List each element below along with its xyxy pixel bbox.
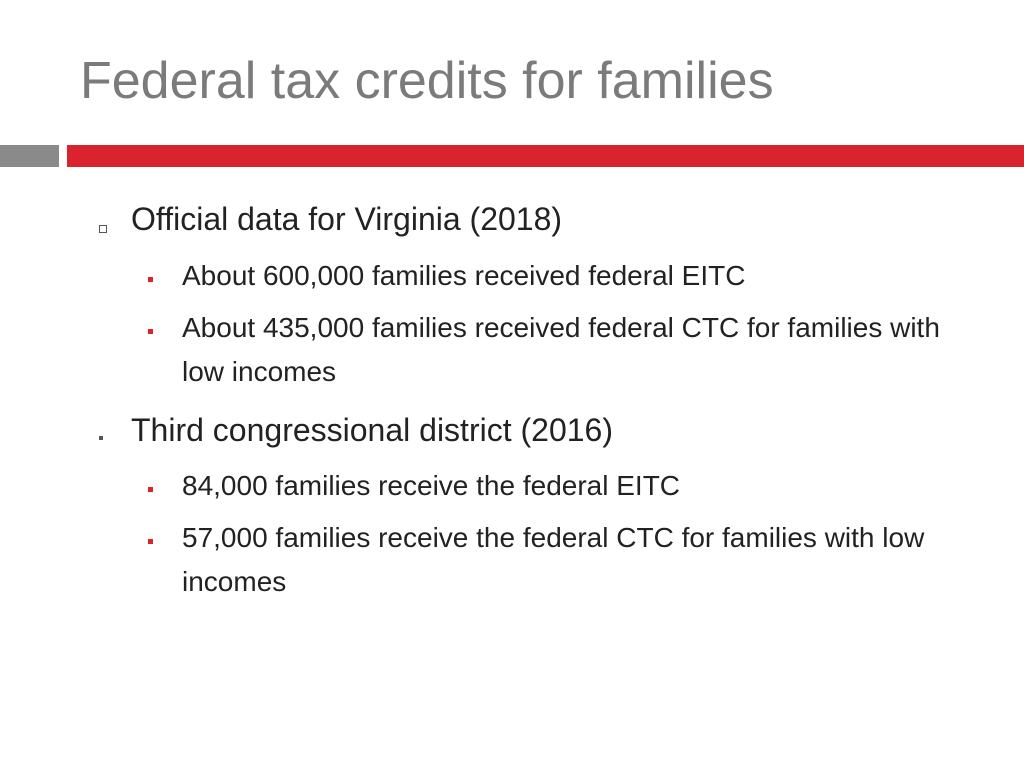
slide-title: Federal tax credits for families <box>80 52 774 110</box>
bullet-level1-district: Third congressional district (2016) <box>131 412 613 448</box>
bullet-level2-eitc-virginia: About 600,000 families received federal EITC <box>182 260 746 291</box>
red-square-bullet-icon <box>148 329 153 334</box>
bullet-level2-eitc-district: 84,000 families receive the federal EITC <box>182 470 681 501</box>
small-square-bullet-icon <box>99 436 103 440</box>
bullet-level2-ctc-virginia: About 435,000 families received federal CTC for families with low incomes <box>182 312 940 387</box>
bullet-level1-virginia: Official data for Virginia (2018) <box>131 201 563 237</box>
red-square-bullet-icon <box>148 487 153 492</box>
bullet-level2-ctc-district: 57,000 families receive the federal CTC for families with low incomes <box>182 522 925 597</box>
red-square-bullet-icon <box>148 539 153 544</box>
hollow-square-bullet-icon <box>99 225 107 233</box>
red-square-bullet-icon <box>148 277 153 282</box>
